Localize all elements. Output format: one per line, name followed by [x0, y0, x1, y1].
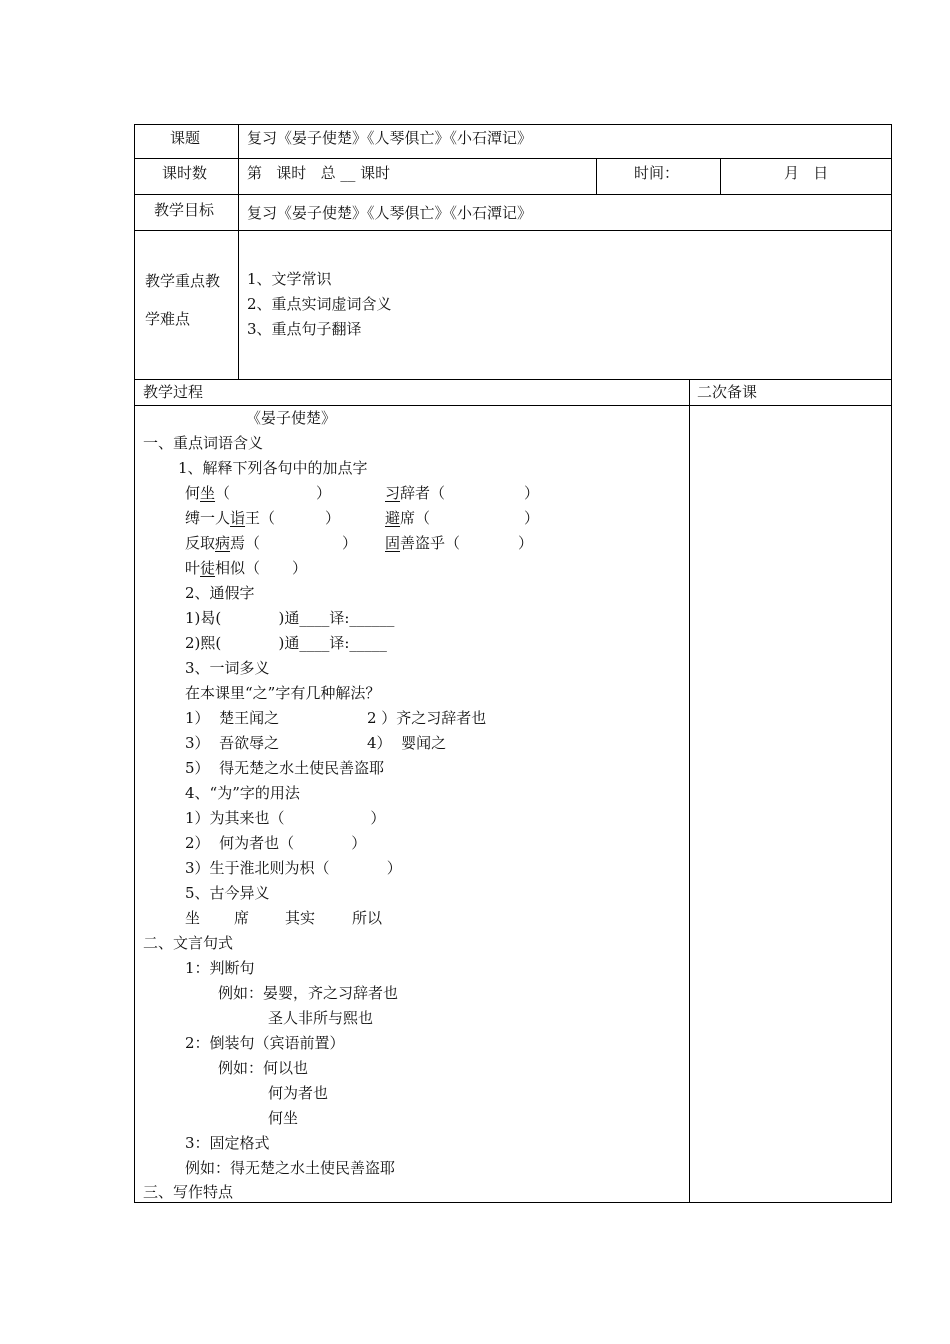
key-character: 固 — [385, 534, 401, 552]
exercise-item: 3）生于淮北则为枳（ ） — [185, 859, 402, 877]
process-label: 教学过程 — [143, 383, 204, 401]
topic-value: 复习《晏子使楚》《人琴俱亡》《小石潭记》 — [247, 129, 533, 147]
time-label: 时间： — [634, 164, 680, 182]
example-text: 何坐 — [268, 1109, 299, 1127]
subsection-heading: 4、“为”字的用法 — [185, 784, 300, 802]
exercise-close: ） — [292, 559, 308, 577]
exercise-item — [185, 508, 275, 528]
table-line — [720, 158, 721, 195]
exercise-text: 焉（ — [230, 534, 261, 552]
exercise-item — [385, 483, 445, 503]
example-text: 例如：晏婴，齐之习辞者也 — [218, 984, 399, 1002]
hours-label: 课时数 — [162, 164, 208, 182]
example-text: 例如：何以也 — [218, 1059, 309, 1077]
key-item: 1、文学常识 — [247, 270, 332, 288]
subsection-heading: 1、解释下列各句中的加点字 — [178, 459, 368, 477]
exercise-text: 叶 — [185, 559, 201, 577]
key-character: 徒 — [200, 559, 216, 577]
key-character: 诣 — [230, 509, 246, 527]
prep-label: 二次备课 — [697, 383, 758, 401]
subsection-heading: 5、古今异义 — [185, 884, 270, 902]
exercise-item — [185, 533, 260, 553]
subsection-heading: 3：固定格式 — [185, 1134, 270, 1152]
key-item: 2、重点实词虚词含义 — [247, 295, 392, 313]
exercise-text: 王（ — [245, 509, 276, 527]
term: 其实 — [285, 909, 316, 927]
exercise-close: ） — [518, 534, 534, 552]
key-label: 教学重点教 — [145, 272, 221, 290]
lesson-title: 《晏子使楚》 — [246, 409, 337, 427]
exercise-text: 善盗乎（ — [400, 534, 461, 552]
exercise-text: 辞者（ — [400, 484, 446, 502]
exercise-item: 1)曷( )通____译:______ — [185, 609, 395, 627]
key-character: 坐 — [200, 484, 216, 502]
date-value: 月 日 — [784, 164, 829, 182]
table-line — [134, 124, 892, 125]
exercise-text: 席（ — [400, 509, 431, 527]
example-text: 何为者也 — [268, 1084, 329, 1102]
table-line — [134, 379, 892, 380]
exercise-close: ） — [342, 534, 358, 552]
exercise-item — [385, 508, 430, 528]
table-line — [134, 194, 892, 195]
exercise-text: 相似（ — [215, 559, 261, 577]
key-character: 避 — [385, 509, 401, 527]
key-label: 学难点 — [145, 310, 191, 328]
table-line — [134, 124, 135, 1203]
key-character: 病 — [215, 534, 231, 552]
exercise-item — [185, 558, 260, 578]
example-text: 圣人非所与熙也 — [268, 1009, 374, 1027]
exercise-text: 反取 — [185, 534, 216, 552]
section-heading: 二、文言句式 — [143, 934, 234, 952]
table-line — [134, 405, 892, 406]
table-line — [134, 1202, 892, 1203]
exercise-item — [185, 483, 230, 503]
table-line — [689, 379, 690, 1203]
exercise-text: （ — [215, 484, 231, 502]
exercise-item: 4） 婴闻之 — [367, 734, 447, 752]
table-line — [134, 158, 892, 159]
section-heading: 三、写作特点 — [143, 1183, 234, 1201]
exercise-item: 3） 吾欲辱之 — [185, 734, 280, 752]
table-line — [596, 158, 597, 195]
exercise-item: 2 ）齐之习辞者也 — [367, 709, 487, 727]
exercise-item: 1） 楚王闻之 — [185, 709, 280, 727]
goal-value: 复习《晏子使楚》《人琴俱亡》《小石潭记》 — [247, 204, 533, 222]
term: 席 — [234, 909, 250, 927]
exercise-text: 何 — [185, 484, 201, 502]
key-character: 习 — [385, 484, 401, 502]
exercise-item: 2） 何为者也（ ） — [185, 834, 367, 852]
key-item: 3、重点句子翻译 — [247, 320, 362, 338]
term: 所以 — [352, 909, 383, 927]
hours-value: 第 课时 总 __ 课时 — [247, 164, 391, 182]
table-line — [891, 124, 892, 1203]
exercise-close: ） — [325, 509, 341, 527]
exercise-item — [385, 533, 460, 553]
goal-label: 教学目标 — [154, 201, 215, 219]
exercise-close: ） — [524, 484, 540, 502]
exercise-item: 1）为其来也（ ） — [185, 809, 386, 827]
exercise-close: ） — [316, 484, 332, 502]
subsection-heading: 2：倒装句（宾语前置） — [185, 1034, 345, 1052]
exercise-text: 缚一人 — [185, 509, 231, 527]
subsection-heading: 2、通假字 — [185, 584, 255, 602]
table-line — [238, 124, 239, 380]
subsection-heading: 1：判断句 — [185, 959, 255, 977]
topic-label: 课题 — [170, 129, 201, 147]
table-line — [134, 230, 892, 231]
section-heading: 一、重点词语含义 — [143, 434, 264, 452]
exercise-item: 2)熙( )通____译:_____ — [185, 634, 387, 652]
subsection-heading: 3、一词多义 — [185, 659, 270, 677]
term: 坐 — [185, 909, 201, 927]
exercise-close: ） — [524, 509, 540, 527]
exercise-item: 5） 得无楚之水土使民善盗耶 — [185, 759, 385, 777]
question-text: 在本课里“之”字有几种解法？ — [185, 684, 381, 702]
example-text: 例如：得无楚之水土使民善盗耶 — [185, 1159, 396, 1177]
